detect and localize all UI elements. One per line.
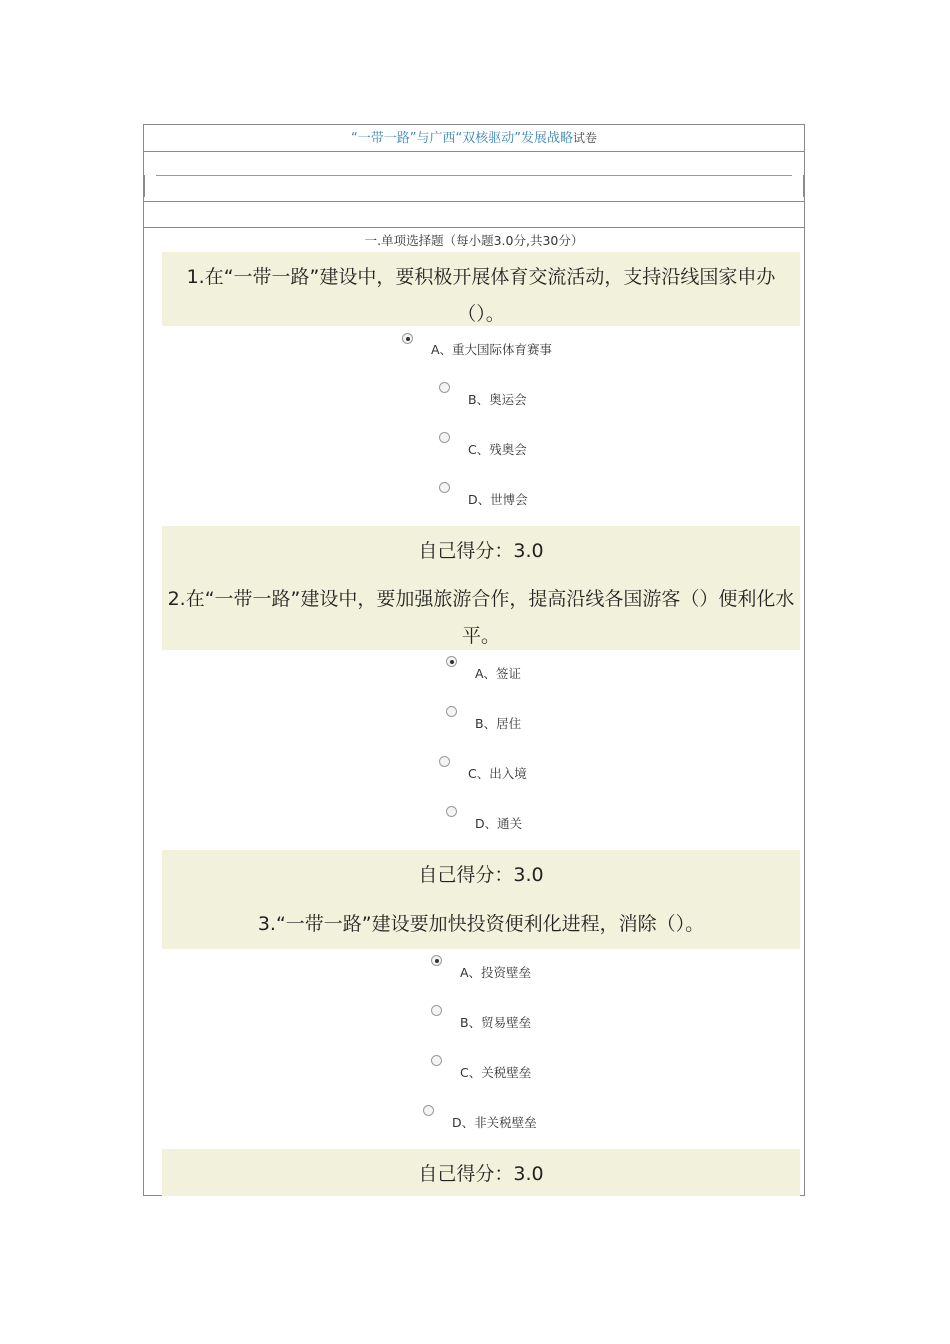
radio-button[interactable] — [439, 482, 450, 493]
option-label[interactable]: A、重大国际体育赛事 — [431, 342, 553, 357]
option-label[interactable]: B、贸易壁垒 — [460, 1015, 532, 1030]
question-text: 1.在“一带一路”建设中，要积极开展体育交流活动，支持沿线国家申办（）。 — [186, 266, 776, 325]
header-spacer-2 — [144, 201, 804, 228]
divider — [156, 175, 792, 176]
radio-button[interactable] — [423, 1105, 434, 1116]
option-label[interactable]: D、世博会 — [468, 492, 528, 507]
radio-button[interactable] — [446, 706, 457, 717]
section-title: 一.单项选择题（每小题3.0分,共30分） — [364, 233, 584, 248]
radio-button[interactable] — [446, 806, 457, 817]
option-label[interactable]: D、通关 — [475, 816, 523, 831]
option-label[interactable]: A、投资壁垒 — [460, 965, 532, 980]
radio-button[interactable] — [431, 955, 442, 966]
question-text: 2.在“一带一路”建设中，要加强旅游合作，提高沿线各国游客（）便利化水平。 — [167, 588, 795, 647]
score-text: 自己得分：3.0 — [418, 1163, 544, 1185]
option-label[interactable]: C、关税壁垒 — [460, 1065, 532, 1080]
divider-left-edge — [144, 175, 147, 197]
option-label[interactable]: D、非关税壁垒 — [452, 1115, 537, 1130]
exam-frame — [143, 124, 805, 1196]
question-text: 3.“一带一路”建设要加快投资便利化进程，消除（）。 — [257, 913, 705, 935]
radio-button[interactable] — [402, 333, 413, 344]
radio-button[interactable] — [431, 1055, 442, 1066]
radio-button[interactable] — [431, 1005, 442, 1016]
score-text: 自己得分：3.0 — [418, 540, 544, 562]
exam-title-suffix: 试卷 — [572, 131, 597, 145]
option-label[interactable]: C、出入境 — [468, 766, 527, 781]
divider-right-edge — [801, 175, 804, 197]
option-label[interactable]: A、签证 — [475, 666, 522, 681]
option-label[interactable]: C、残奥会 — [468, 442, 527, 457]
header-spacer — [144, 151, 804, 202]
score-text: 自己得分：3.0 — [418, 864, 544, 886]
radio-button[interactable] — [439, 432, 450, 443]
exam-title-row — [144, 125, 804, 152]
option-label[interactable]: B、奥运会 — [468, 392, 527, 407]
radio-button[interactable] — [439, 756, 450, 767]
exam-title: “一带一路”与广西“双核驱动”发展战略 — [351, 131, 573, 146]
radio-button[interactable] — [446, 656, 457, 667]
radio-button[interactable] — [439, 382, 450, 393]
option-label[interactable]: B、居住 — [475, 716, 522, 731]
